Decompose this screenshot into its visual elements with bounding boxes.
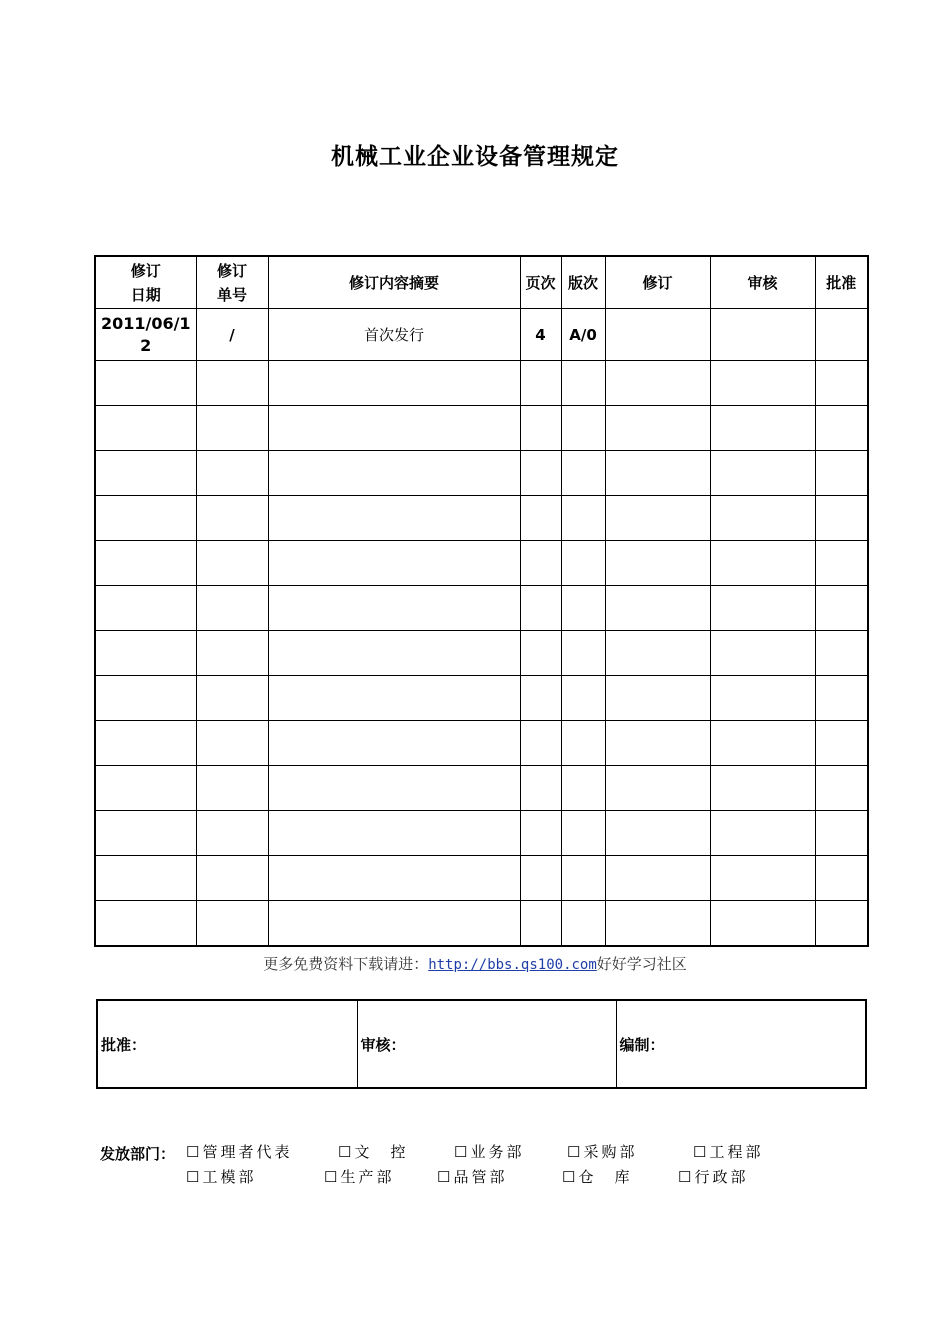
table-cell[interactable] (268, 451, 520, 496)
checkbox-sales-dept[interactable]: ☐业务部 (454, 1143, 525, 1161)
table-row (95, 811, 868, 856)
revision-table (94, 255, 869, 947)
table-cell[interactable] (605, 676, 710, 721)
header-revision-date: 修订 日期 (95, 256, 196, 309)
table-cell[interactable] (268, 586, 520, 631)
table-cell[interactable] (710, 766, 815, 811)
table-cell[interactable] (561, 541, 605, 586)
table-row (95, 586, 868, 631)
table-cell[interactable] (196, 631, 268, 676)
distribution-row-2 (186, 1166, 748, 1187)
table-row (95, 406, 868, 451)
note-suffix: 好好学习社区 (596, 955, 687, 973)
distribution-row-1 (186, 1141, 763, 1162)
table-cell[interactable] (268, 766, 520, 811)
table-cell[interactable] (605, 361, 710, 406)
cell-revised-by (605, 309, 710, 361)
download-note (0, 953, 950, 974)
table-cell[interactable] (268, 811, 520, 856)
table-cell[interactable] (710, 856, 815, 901)
table-cell[interactable] (605, 541, 710, 586)
table-cell[interactable] (561, 766, 605, 811)
table-cell[interactable] (815, 901, 868, 947)
table-row (95, 631, 868, 676)
table-cell[interactable] (815, 361, 868, 406)
table-cell[interactable] (561, 631, 605, 676)
table-cell[interactable] (95, 586, 196, 631)
table-cell[interactable] (520, 721, 561, 766)
table-cell[interactable] (815, 766, 868, 811)
table-cell[interactable] (710, 676, 815, 721)
table-cell[interactable] (710, 496, 815, 541)
table-cell[interactable] (268, 541, 520, 586)
table-cell[interactable] (815, 541, 868, 586)
table-cell[interactable] (815, 631, 868, 676)
table-cell[interactable] (95, 721, 196, 766)
header-page: 页次 (520, 256, 561, 309)
checkbox-admin-dept[interactable]: ☐行政部 (678, 1168, 749, 1186)
note-link[interactable]: http://bbs.qs100.com (428, 957, 597, 973)
table-cell[interactable] (605, 586, 710, 631)
table-cell[interactable] (196, 766, 268, 811)
table-cell[interactable] (815, 811, 868, 856)
table-cell[interactable] (95, 676, 196, 721)
table-cell[interactable] (95, 496, 196, 541)
table-cell[interactable] (95, 811, 196, 856)
cell-version: A/0 (561, 309, 605, 361)
table-cell[interactable] (710, 631, 815, 676)
table-cell[interactable] (520, 631, 561, 676)
table-cell[interactable] (605, 811, 710, 856)
table-cell[interactable] (605, 406, 710, 451)
table-row (95, 496, 868, 541)
distribution-label: 发放部门： (100, 1145, 176, 1163)
table-cell[interactable] (561, 361, 605, 406)
table-cell[interactable] (561, 451, 605, 496)
table-cell[interactable] (196, 541, 268, 586)
table-cell[interactable] (605, 631, 710, 676)
table-cell[interactable] (605, 496, 710, 541)
table-cell[interactable] (520, 451, 561, 496)
table-row (95, 856, 868, 901)
cell-date: 2011/06/12 (95, 309, 196, 361)
table-cell[interactable] (710, 721, 815, 766)
table-cell[interactable] (196, 586, 268, 631)
header-revised-by: 修订 (605, 256, 710, 309)
table-row (95, 721, 868, 766)
revision-table-header-row (95, 256, 868, 309)
table-cell[interactable] (268, 361, 520, 406)
table-cell[interactable] (561, 901, 605, 947)
table-cell[interactable] (196, 856, 268, 901)
table-cell[interactable] (520, 586, 561, 631)
table-cell[interactable] (95, 631, 196, 676)
table-cell[interactable] (196, 721, 268, 766)
signature-row (97, 1000, 866, 1088)
checkbox-production-dept[interactable]: ☐生产部 (324, 1168, 395, 1186)
cell-page: 4 (520, 309, 561, 361)
table-cell[interactable] (520, 901, 561, 947)
table-cell[interactable] (268, 496, 520, 541)
signature-table (96, 999, 867, 1089)
review-signature-field[interactable]: 审核： (357, 1000, 616, 1088)
table-row (95, 901, 868, 947)
table-cell[interactable] (815, 856, 868, 901)
table-cell[interactable] (815, 496, 868, 541)
checkbox-tooling-dept[interactable]: ☐工模部 (186, 1168, 257, 1186)
header-reviewed-by: 审核 (710, 256, 815, 309)
table-cell[interactable] (710, 586, 815, 631)
table-cell[interactable] (268, 631, 520, 676)
table-cell[interactable] (196, 496, 268, 541)
table-cell[interactable] (710, 406, 815, 451)
table-row (95, 361, 868, 406)
cell-summary: 首次发行 (268, 309, 520, 361)
table-cell[interactable] (95, 901, 196, 947)
table-cell[interactable] (520, 856, 561, 901)
checkbox-engineering-dept[interactable]: ☐工程部 (693, 1143, 764, 1161)
table-cell[interactable] (520, 406, 561, 451)
table-cell[interactable] (605, 856, 710, 901)
table-row (95, 451, 868, 496)
table-cell[interactable] (520, 676, 561, 721)
table-cell[interactable] (815, 586, 868, 631)
checkbox-quality-dept[interactable]: ☐品管部 (437, 1168, 508, 1186)
table-cell[interactable] (520, 766, 561, 811)
approval-signature-field[interactable]: 批准： (97, 1000, 357, 1088)
table-cell[interactable] (95, 541, 196, 586)
table-cell[interactable] (196, 406, 268, 451)
header-revision-summary: 修订内容摘要 (268, 256, 520, 309)
checkbox-management-rep[interactable]: ☐管理者代表 (186, 1143, 293, 1161)
table-cell[interactable] (561, 811, 605, 856)
table-cell[interactable] (605, 901, 710, 947)
table-cell[interactable] (561, 676, 605, 721)
table-cell[interactable] (268, 901, 520, 947)
header-approved-by: 批准 (815, 256, 868, 309)
table-cell[interactable] (710, 811, 815, 856)
table-cell[interactable] (520, 541, 561, 586)
table-cell[interactable] (561, 406, 605, 451)
table-cell[interactable] (710, 541, 815, 586)
cell-reviewed-by (710, 309, 815, 361)
table-cell[interactable] (605, 766, 710, 811)
table-cell[interactable] (196, 451, 268, 496)
table-cell[interactable] (95, 361, 196, 406)
table-cell[interactable] (605, 451, 710, 496)
table-cell[interactable] (268, 676, 520, 721)
table-cell[interactable] (196, 901, 268, 947)
table-cell[interactable] (815, 721, 868, 766)
table-cell[interactable] (710, 361, 815, 406)
document-title: 机械工业企业设备管理规定 (331, 143, 619, 170)
table-cell[interactable] (196, 811, 268, 856)
cell-number: / (196, 309, 268, 361)
header-version: 版次 (561, 256, 605, 309)
table-cell[interactable] (561, 586, 605, 631)
note-prefix: 更多免费资料下载请进： (263, 955, 429, 973)
table-cell[interactable] (95, 856, 196, 901)
table-cell[interactable] (268, 856, 520, 901)
table-cell[interactable] (268, 721, 520, 766)
table-row (95, 676, 868, 721)
table-cell[interactable] (561, 856, 605, 901)
header-revision-number: 修订 单号 (196, 256, 268, 309)
table-cell[interactable] (815, 406, 868, 451)
checkbox-warehouse[interactable]: ☐仓 库 (562, 1168, 633, 1186)
table-cell[interactable] (520, 361, 561, 406)
table-cell[interactable] (95, 766, 196, 811)
table-cell[interactable] (520, 496, 561, 541)
table-cell[interactable] (520, 811, 561, 856)
table-cell[interactable] (268, 406, 520, 451)
table-cell[interactable] (710, 451, 815, 496)
checkbox-document-control[interactable]: ☐文 控 (338, 1143, 409, 1161)
table-row (95, 766, 868, 811)
checkbox-purchasing-dept[interactable]: ☐采购部 (567, 1143, 638, 1161)
table-cell[interactable] (561, 721, 605, 766)
table-cell[interactable] (196, 676, 268, 721)
table-cell[interactable] (561, 496, 605, 541)
table-cell[interactable] (710, 901, 815, 947)
table-cell[interactable] (95, 406, 196, 451)
table-row (95, 541, 868, 586)
cell-approved-by (815, 309, 868, 361)
table-cell[interactable] (196, 361, 268, 406)
prepared-by-signature-field[interactable]: 编制： (616, 1000, 866, 1088)
table-cell[interactable] (95, 451, 196, 496)
table-cell[interactable] (605, 721, 710, 766)
table-cell[interactable] (815, 676, 868, 721)
table-row (95, 309, 868, 361)
table-cell[interactable] (815, 451, 868, 496)
